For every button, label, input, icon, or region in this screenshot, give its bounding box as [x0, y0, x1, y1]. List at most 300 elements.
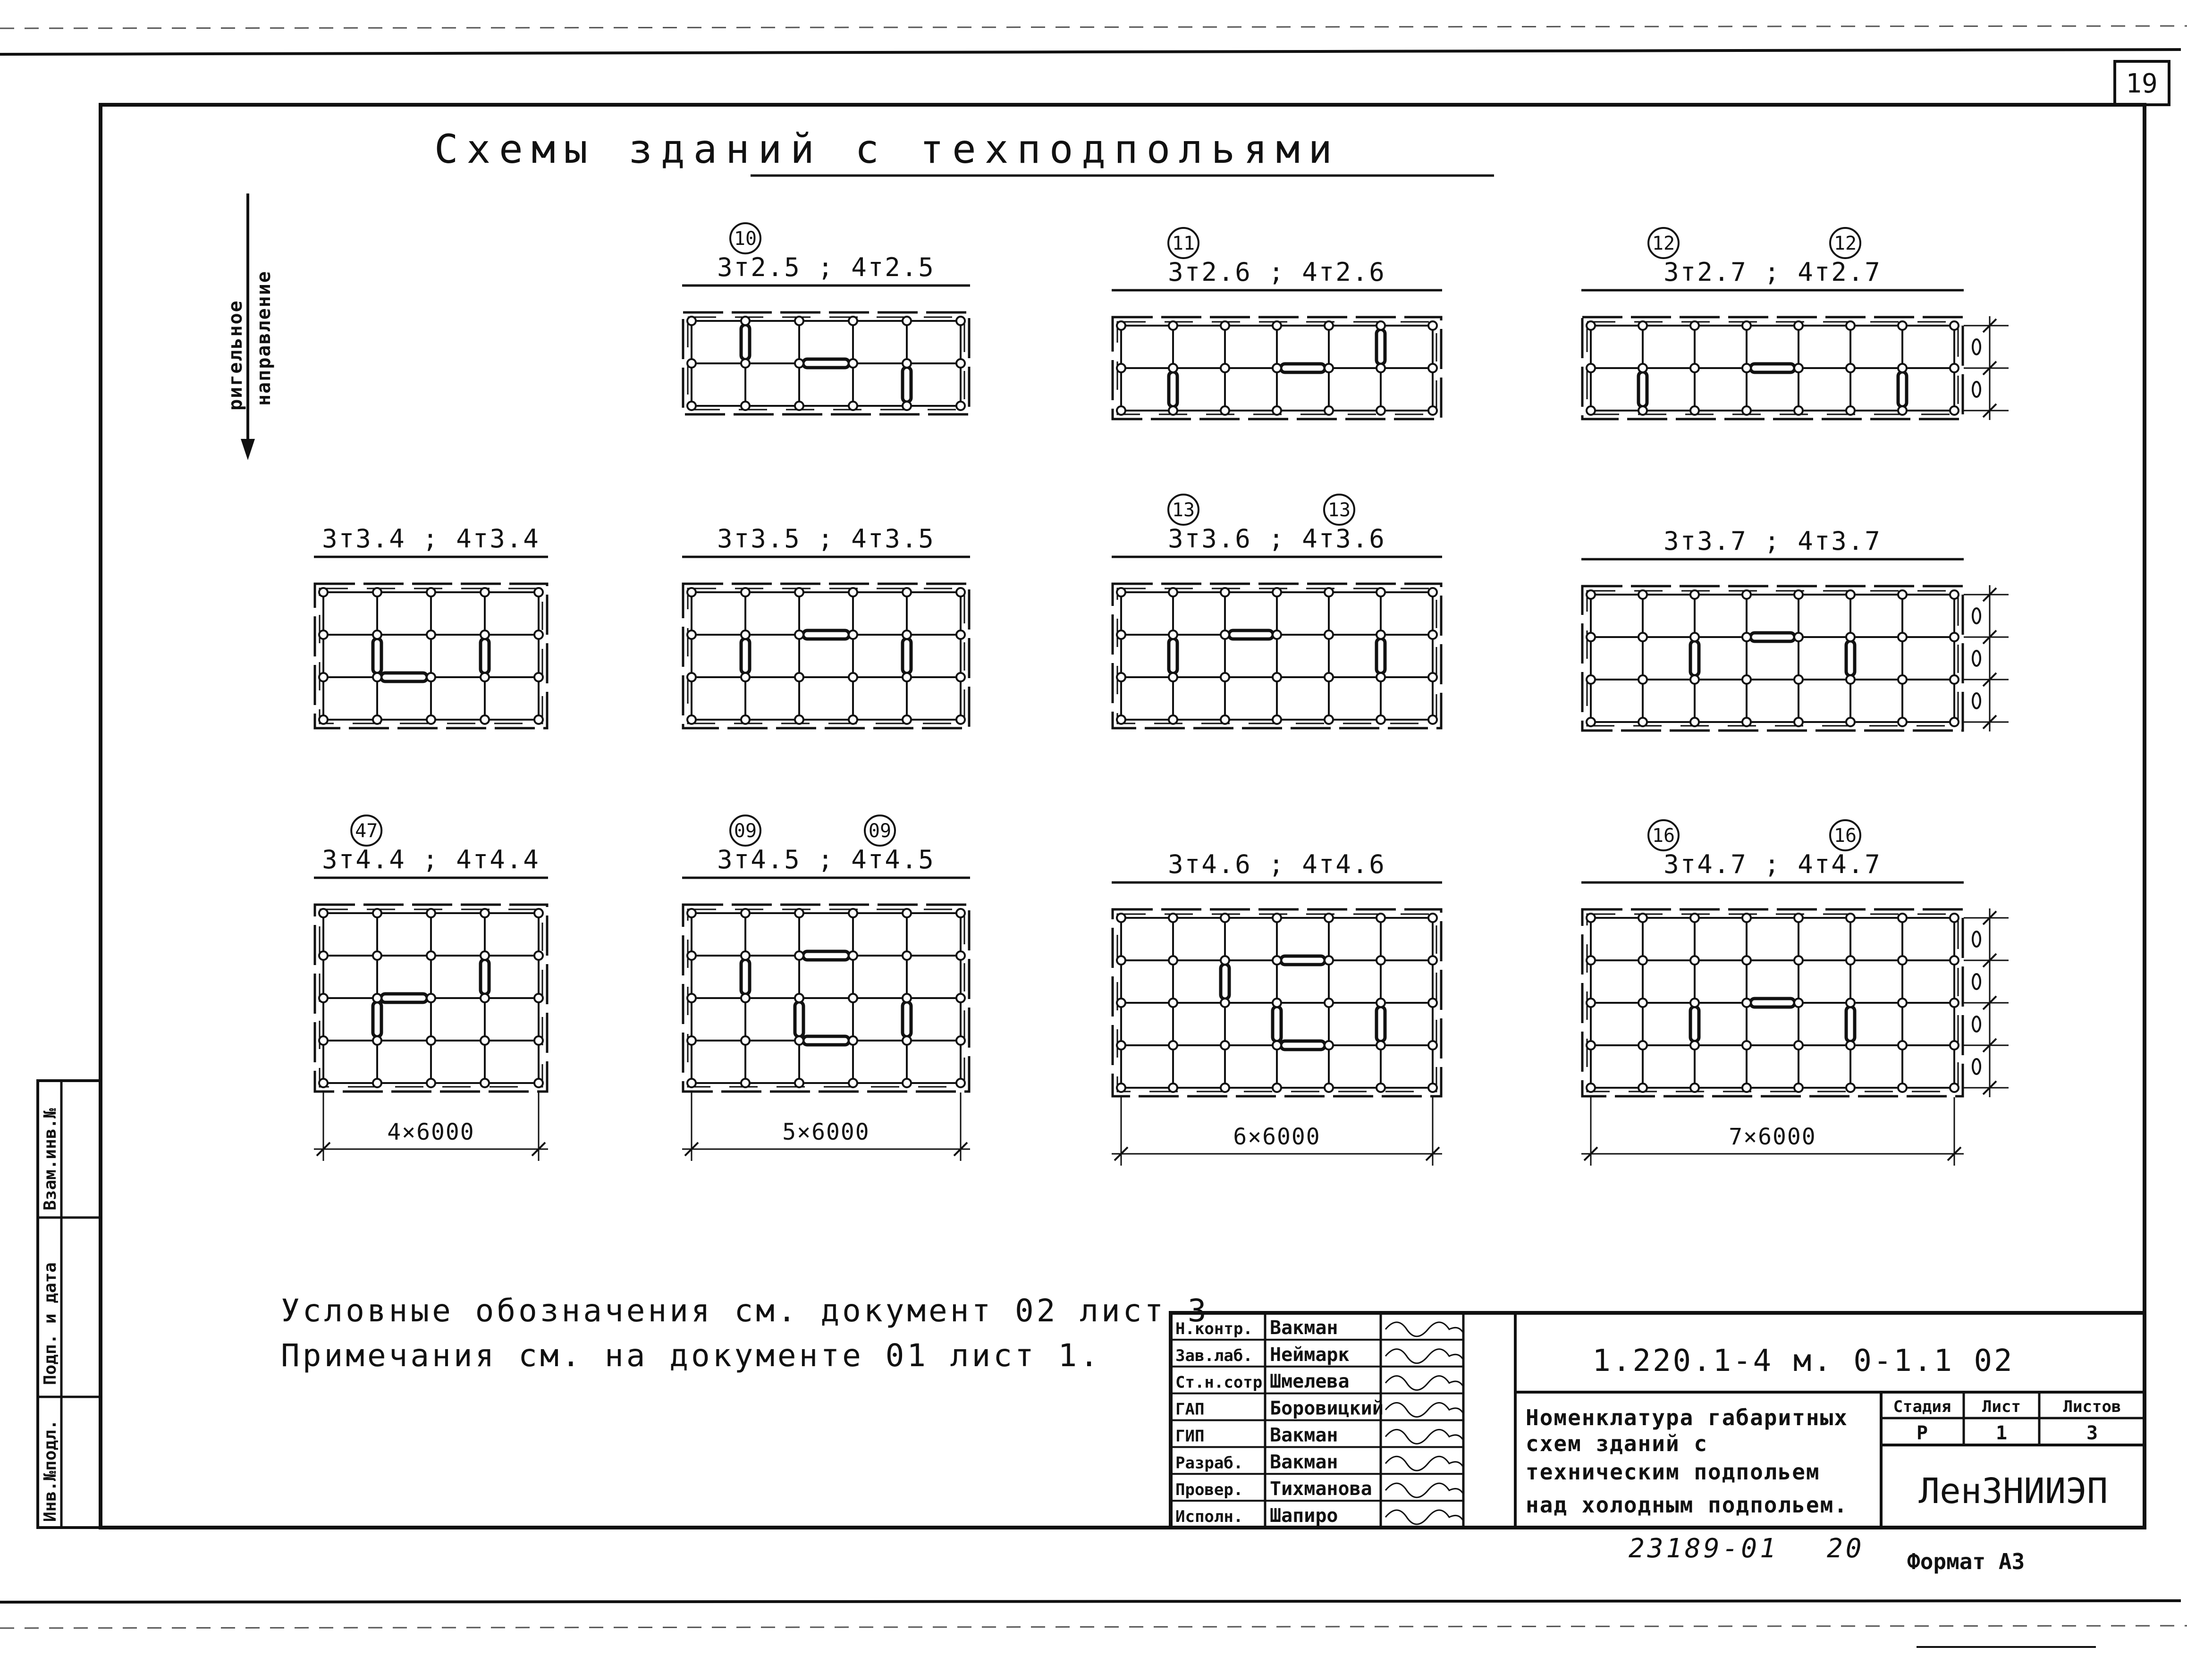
scheme-heavy-beam: [373, 638, 381, 673]
scheme-column-node: [1898, 675, 1907, 684]
scheme-dimension-text: 7×6000: [1729, 1124, 1816, 1150]
scheme-label: 3т2.7 ; 4т2.7: [1663, 257, 1882, 287]
scheme-column-node: [903, 359, 911, 368]
scheme-column-node: [1376, 673, 1385, 681]
scheme-column-node: [956, 1036, 965, 1045]
scheme-column-node: [1325, 1084, 1333, 1092]
scheme-column-node: [427, 1036, 435, 1045]
sheet-number: 19: [2126, 68, 2158, 99]
scheme-column-node: [1117, 1084, 1125, 1092]
scheme-inner-wall: [688, 588, 964, 723]
scheme-column-node: [481, 994, 489, 1002]
scheme-column-node: [1169, 914, 1177, 922]
scheme-column-node: [687, 1079, 696, 1087]
scheme-column-node: [1846, 914, 1855, 922]
scheme-column-node: [1587, 1084, 1595, 1092]
scheme-column-node: [1690, 1084, 1699, 1092]
archive-number: 23189-01: [1629, 1533, 1779, 1564]
scheme-column-node: [956, 673, 965, 681]
scheme-column-node: [741, 994, 750, 1002]
scheme-column-node: [1221, 673, 1229, 681]
scheme-column-node: [1117, 1041, 1125, 1050]
scheme-column-node: [1221, 406, 1229, 415]
sheets-value: 3: [2086, 1422, 2098, 1444]
scheme-column-node: [1950, 718, 1959, 726]
scheme-label: 3т3.7 ; 4т3.7: [1663, 526, 1882, 556]
scheme-column-node: [795, 359, 803, 368]
scheme-column-node: [741, 951, 750, 960]
scheme-column-node: [319, 673, 328, 681]
scheme-heavy-beam: [1750, 999, 1795, 1007]
scheme-badge-number: 13: [1172, 499, 1195, 521]
scheme-column-node: [1117, 364, 1125, 372]
scheme-column-node: [373, 909, 381, 917]
scheme-heavy-beam: [1638, 372, 1647, 407]
top-dashed-edge: [0, 26, 2187, 28]
role-title: ГАП: [1175, 1400, 1205, 1419]
schemes: [314, 223, 2009, 1166]
scheme-spacing-glyph: [1973, 974, 1980, 989]
scheme-column-node: [849, 630, 857, 639]
archive-page: 20: [1827, 1533, 1865, 1564]
scheme-column-node: [1587, 718, 1595, 726]
scheme-column-node: [849, 359, 857, 368]
scheme-column-node: [1794, 1041, 1803, 1050]
scheme-column-node: [849, 909, 857, 917]
scheme-heavy-beam: [1690, 641, 1699, 676]
scheme-column-node: [1950, 364, 1959, 372]
role-name: Вакман: [1270, 1424, 1338, 1446]
scheme-column-node: [1898, 1041, 1907, 1050]
scheme-column-node: [534, 673, 543, 681]
scheme-column-node: [849, 588, 857, 596]
scheme-column-node: [1169, 999, 1177, 1007]
scheme-column-node: [373, 630, 381, 639]
scheme-column-node: [849, 317, 857, 325]
scheme-column-node: [1325, 715, 1333, 724]
scheme-column-node: [849, 1036, 857, 1045]
scheme-column-node: [741, 402, 750, 410]
scheme-column-node: [373, 951, 381, 960]
scheme-column-node: [1169, 364, 1177, 372]
scheme-column-node: [1950, 321, 1959, 330]
scheme-label: 3т4.5 ; 4т4.5: [717, 845, 935, 874]
scheme-badge-number: 47: [355, 820, 378, 842]
scheme-column-node: [1794, 321, 1803, 330]
scheme-label: 3т3.4 ; 4т3.4: [322, 524, 540, 554]
scheme-column-node: [849, 994, 857, 1002]
scheme-column-node: [1638, 1041, 1647, 1050]
scheme-8: [314, 815, 548, 1161]
scheme-column-node: [1898, 406, 1907, 415]
scheme-column-node: [849, 1079, 857, 1087]
scheme-column-node: [687, 715, 696, 724]
scheme-column-node: [1428, 588, 1437, 596]
scheme-column-node: [1428, 999, 1437, 1007]
signature-mark: [1385, 1456, 1463, 1470]
role-name: Шмелева: [1270, 1370, 1350, 1393]
scheme-label: 3т4.4 ; 4т4.4: [322, 845, 540, 874]
scheme-spacing-glyph: [1973, 932, 1980, 947]
scheme-column-node: [956, 630, 965, 639]
scheme-column-node: [1794, 364, 1803, 372]
scheme-column-node: [1221, 364, 1229, 372]
scheme-column-node: [903, 715, 911, 724]
scheme-column-node: [481, 1079, 489, 1087]
bottom-trim-line: [0, 1601, 2181, 1602]
scheme-column-node: [1117, 588, 1125, 596]
scheme-dimension-text: 4×6000: [387, 1119, 475, 1145]
scheme-7: [1581, 526, 2009, 731]
scheme-column-node: [687, 673, 696, 681]
signature-mark: [1385, 1483, 1463, 1497]
scheme-column-node: [1587, 633, 1595, 641]
scheme-label: 3т4.7 ; 4т4.7: [1663, 849, 1882, 879]
scheme-column-node: [956, 715, 965, 724]
scheme-column-node: [319, 909, 328, 917]
scheme-column-node: [1221, 1041, 1229, 1050]
scheme-column-node: [1950, 675, 1959, 684]
stage-value: Р: [1916, 1422, 1928, 1444]
scheme-9: [682, 815, 970, 1161]
scheme-column-node: [1638, 999, 1647, 1007]
scheme-column-node: [903, 673, 911, 681]
scheme-column-node: [741, 317, 750, 325]
scheme-column-node: [1690, 956, 1699, 965]
scheme-badge-number: 09: [868, 820, 892, 842]
scheme-column-node: [1950, 633, 1959, 641]
scheme-column-node: [373, 588, 381, 596]
scheme-column-node: [1950, 406, 1959, 415]
scheme-column-node: [1117, 914, 1125, 922]
scheme-column-node: [1428, 715, 1437, 724]
scheme-column-node: [1376, 321, 1385, 330]
scheme-column-node: [741, 359, 750, 368]
scheme-column-node: [427, 630, 435, 639]
role-title: Н.контр.: [1175, 1319, 1253, 1338]
scheme-column-node: [534, 715, 543, 724]
scheme-column-node: [687, 994, 696, 1002]
scheme-heavy-beam: [803, 1036, 849, 1045]
scheme-column-node: [1742, 321, 1751, 330]
scheme-column-node: [1221, 588, 1229, 596]
note-remarks: Примечания см. на документе 01 лист 1.: [281, 1337, 1101, 1374]
scheme-column-node: [1846, 321, 1855, 330]
scheme-column-node: [534, 1036, 543, 1045]
scheme-heavy-beam: [1690, 1007, 1699, 1042]
title-block: [1171, 1313, 2145, 1528]
scheme-column-node: [1376, 1084, 1385, 1092]
scheme-column-node: [1950, 999, 1959, 1007]
signature-mark: [1385, 1510, 1463, 1524]
scheme-badge-number: 16: [1652, 825, 1675, 847]
description-line-2: схем зданий с: [1526, 1431, 1708, 1456]
scheme-label: 3т3.6 ; 4т3.6: [1168, 524, 1386, 554]
scheme-column-node: [1638, 321, 1647, 330]
scheme-column-node: [956, 588, 965, 596]
scheme-column-node: [903, 909, 911, 917]
scheme-column-node: [795, 630, 803, 639]
scheme-10: [1112, 849, 1442, 1166]
scheme-column-node: [1742, 999, 1751, 1007]
arrow-down-icon: [241, 439, 255, 460]
scheme-spacing-glyph: [1973, 608, 1980, 623]
scheme-label: 3т2.5 ; 4т2.5: [717, 252, 935, 282]
scheme-column-node: [1428, 914, 1437, 922]
scheme-column-node: [1898, 590, 1907, 599]
scheme-column-node: [849, 715, 857, 724]
scheme-column-node: [373, 1036, 381, 1045]
scheme-column-node: [687, 1036, 696, 1045]
scheme-spacing-glyph: [1973, 339, 1980, 354]
sheets-header: Листов: [2063, 1397, 2121, 1416]
scheme-column-node: [427, 1079, 435, 1087]
scheme-label: 3т4.6 ; 4т4.6: [1168, 849, 1386, 879]
scheme-column-node: [795, 715, 803, 724]
role-title: ГИП: [1175, 1427, 1205, 1446]
role-name: Вакман: [1270, 1317, 1338, 1339]
scheme-badge-number: 12: [1833, 233, 1857, 254]
scheme-column-node: [1221, 630, 1229, 639]
scheme-column-node: [427, 588, 435, 596]
scheme-column-node: [956, 359, 965, 368]
scheme-column-node: [1587, 914, 1595, 922]
scheme-column-node: [1376, 1041, 1385, 1050]
scheme-column-node: [1794, 590, 1803, 599]
scheme-heavy-beam: [1750, 633, 1795, 641]
scheme-column-node: [427, 994, 435, 1002]
scheme-badge-number: 11: [1172, 233, 1195, 254]
scheme-column-node: [1273, 999, 1281, 1007]
scheme-column-node: [795, 994, 803, 1002]
scheme-column-node: [741, 588, 750, 596]
scheme-column-node: [1428, 1041, 1437, 1050]
scheme-column-node: [1898, 321, 1907, 330]
scheme-heavy-beam: [803, 630, 849, 639]
scheme-column-node: [1846, 364, 1855, 372]
scheme-column-node: [1221, 999, 1229, 1007]
scheme-heavy-beam: [481, 638, 489, 673]
scheme-heavy-beam: [1376, 1007, 1385, 1042]
scheme-column-node: [795, 588, 803, 596]
role-name: Боровицкий: [1270, 1397, 1384, 1420]
scheme-spacing-glyph: [1973, 693, 1980, 708]
scheme-column-node: [1898, 1084, 1907, 1092]
scheme-column-node: [956, 951, 965, 960]
scheme-column-node: [1690, 364, 1699, 372]
scheme-label: 3т2.6 ; 4т2.6: [1168, 257, 1386, 287]
scheme-column-node: [1273, 406, 1281, 415]
scheme-column-node: [1898, 633, 1907, 641]
scheme-heavy-beam: [381, 673, 427, 681]
scheme-column-node: [903, 951, 911, 960]
scheme-heavy-beam: [1273, 1007, 1281, 1042]
scheme-column-node: [1742, 1084, 1751, 1092]
scheme-column-node: [1428, 630, 1437, 639]
scheme-column-node: [1117, 630, 1125, 639]
scheme-column-node: [741, 673, 750, 681]
scheme-column-node: [1742, 633, 1751, 641]
scheme-column-node: [849, 402, 857, 410]
scheme-column-node: [427, 715, 435, 724]
scheme-column-node: [319, 588, 328, 596]
scheme-column-node: [1742, 1041, 1751, 1050]
scheme-column-node: [687, 402, 696, 410]
scheme-column-node: [849, 951, 857, 960]
scheme-heavy-beam: [1169, 372, 1177, 407]
scheme-column-node: [1587, 999, 1595, 1007]
sheet-value: 1: [1995, 1422, 2008, 1444]
scheme-column-node: [1846, 718, 1855, 726]
scheme-heavy-beam: [381, 994, 427, 1002]
orientation-label-2: направление: [253, 270, 275, 406]
scheme-column-node: [1690, 914, 1699, 922]
scheme-column-node: [795, 951, 803, 960]
scheme-heavy-beam: [1376, 638, 1385, 673]
scheme-column-node: [1273, 630, 1281, 639]
signature-mark: [1385, 1403, 1463, 1417]
scheme-column-node: [1950, 590, 1959, 599]
scheme-column-node: [1846, 999, 1855, 1007]
scheme-column-node: [319, 994, 328, 1002]
scheme-column-node: [1742, 406, 1751, 415]
scheme-heavy-beam: [1898, 372, 1907, 407]
scheme-column-node: [373, 715, 381, 724]
scheme-column-node: [1273, 914, 1281, 922]
signature-mark: [1385, 1429, 1463, 1444]
scheme-column-node: [1587, 321, 1595, 330]
scheme-column-node: [1273, 364, 1281, 372]
scheme-heavy-beam: [803, 951, 849, 960]
scheme-column-node: [1428, 1084, 1437, 1092]
scheme-column-node: [1273, 673, 1281, 681]
left-margin-stamp: [38, 1081, 101, 1528]
description-line-3: техническим подпольем: [1526, 1459, 1820, 1485]
scheme-column-node: [1690, 675, 1699, 684]
scheme-column-node: [1742, 956, 1751, 965]
orientation-indicator: [225, 193, 275, 460]
stage-header: Стадия: [1893, 1397, 1951, 1416]
scheme-column-node: [1794, 675, 1803, 684]
scheme-column-node: [1898, 956, 1907, 965]
scheme-heavy-beam: [1281, 1041, 1325, 1050]
scheme-column-node: [481, 673, 489, 681]
organization-name: ЛенЗНИИЭП: [1918, 1471, 2108, 1512]
scheme-heavy-beam: [903, 1002, 911, 1037]
top-trim-line: [0, 50, 2181, 54]
scheme-column-node: [1376, 364, 1385, 372]
scheme-column-node: [795, 317, 803, 325]
scheme-column-node: [1794, 406, 1803, 415]
scheme-column-node: [1690, 321, 1699, 330]
scheme-column-node: [1169, 673, 1177, 681]
note-legend: Условные обозначения см. документ 02 лист 3: [281, 1293, 1209, 1329]
sheet-header: Лист: [1982, 1397, 2021, 1416]
scheme-column-node: [741, 1036, 750, 1045]
scheme-column-node: [956, 317, 965, 325]
scheme-column-node: [1169, 588, 1177, 596]
scheme-heavy-beam: [1846, 641, 1855, 676]
scheme-column-node: [481, 630, 489, 639]
scheme-column-node: [1325, 956, 1333, 965]
scheme-column-node: [481, 1036, 489, 1045]
scheme-column-node: [319, 1036, 328, 1045]
scheme-heavy-beam: [481, 959, 489, 994]
scheme-column-node: [1325, 673, 1333, 681]
scheme-column-node: [1587, 956, 1595, 965]
left-stamp-inventory: Инв.№подл.: [41, 1420, 60, 1522]
scheme-column-node: [534, 994, 543, 1002]
scheme-outer-wall: [683, 584, 969, 728]
scheme-column-node: [1273, 715, 1281, 724]
scheme-column-node: [903, 630, 911, 639]
scheme-column-node: [1587, 1041, 1595, 1050]
scheme-column-node: [795, 402, 803, 410]
scheme-column-node: [1325, 406, 1333, 415]
scheme-column-node: [1221, 715, 1229, 724]
scheme-badge-number: 10: [734, 228, 757, 250]
scheme-column-node: [1638, 364, 1647, 372]
scheme-column-node: [1742, 590, 1751, 599]
description-line-1: Номенклатура габаритных: [1526, 1405, 1848, 1430]
scheme-column-node: [1273, 321, 1281, 330]
scheme-column-node: [1950, 914, 1959, 922]
signature-mark: [1385, 1376, 1463, 1390]
scheme-column-node: [319, 951, 328, 960]
scheme-3: [1581, 228, 2009, 420]
scheme-spacing-glyph: [1973, 1059, 1980, 1074]
scheme-heavy-beam: [741, 638, 750, 673]
scheme-column-node: [1794, 914, 1803, 922]
role-name: Тихманова: [1270, 1478, 1372, 1500]
scheme-column-node: [1898, 914, 1907, 922]
scheme-column-node: [1325, 999, 1333, 1007]
scheme-column-node: [1428, 321, 1437, 330]
scheme-spacing-glyph: [1973, 651, 1980, 666]
scheme-column-node: [1846, 633, 1855, 641]
scheme-column-node: [1587, 364, 1595, 372]
scheme-column-node: [1742, 675, 1751, 684]
scheme-5: [682, 524, 970, 728]
scheme-column-node: [1638, 1084, 1647, 1092]
scheme-column-node: [1638, 914, 1647, 922]
scheme-column-node: [1273, 588, 1281, 596]
scheme-heavy-beam: [1229, 630, 1273, 639]
scheme-column-node: [1950, 1041, 1959, 1050]
scheme-column-node: [687, 951, 696, 960]
scheme-column-node: [1169, 1084, 1177, 1092]
scheme-column-node: [1325, 914, 1333, 922]
scheme-1: [682, 223, 970, 414]
role-title: Разраб.: [1175, 1453, 1243, 1473]
paper-format: Формат А3: [1907, 1549, 2025, 1574]
left-stamp-replacement: Взам.инв.№: [41, 1108, 60, 1210]
scheme-column-node: [1376, 630, 1385, 639]
scheme-heavy-beam: [903, 638, 911, 673]
role-name: Вакман: [1270, 1451, 1338, 1473]
scheme-column-node: [1794, 633, 1803, 641]
scheme-column-node: [956, 402, 965, 410]
scheme-badge-number: 09: [734, 820, 757, 842]
scheme-column-node: [903, 1079, 911, 1087]
scheme-column-node: [1742, 914, 1751, 922]
scheme-column-node: [1846, 675, 1855, 684]
scheme-heavy-beam: [741, 325, 750, 360]
scheme-heavy-beam: [903, 367, 911, 402]
role-name: Шапиро: [1270, 1505, 1338, 1527]
role-name: Неймарк: [1270, 1344, 1350, 1366]
scheme-badge-number: 12: [1652, 233, 1675, 254]
